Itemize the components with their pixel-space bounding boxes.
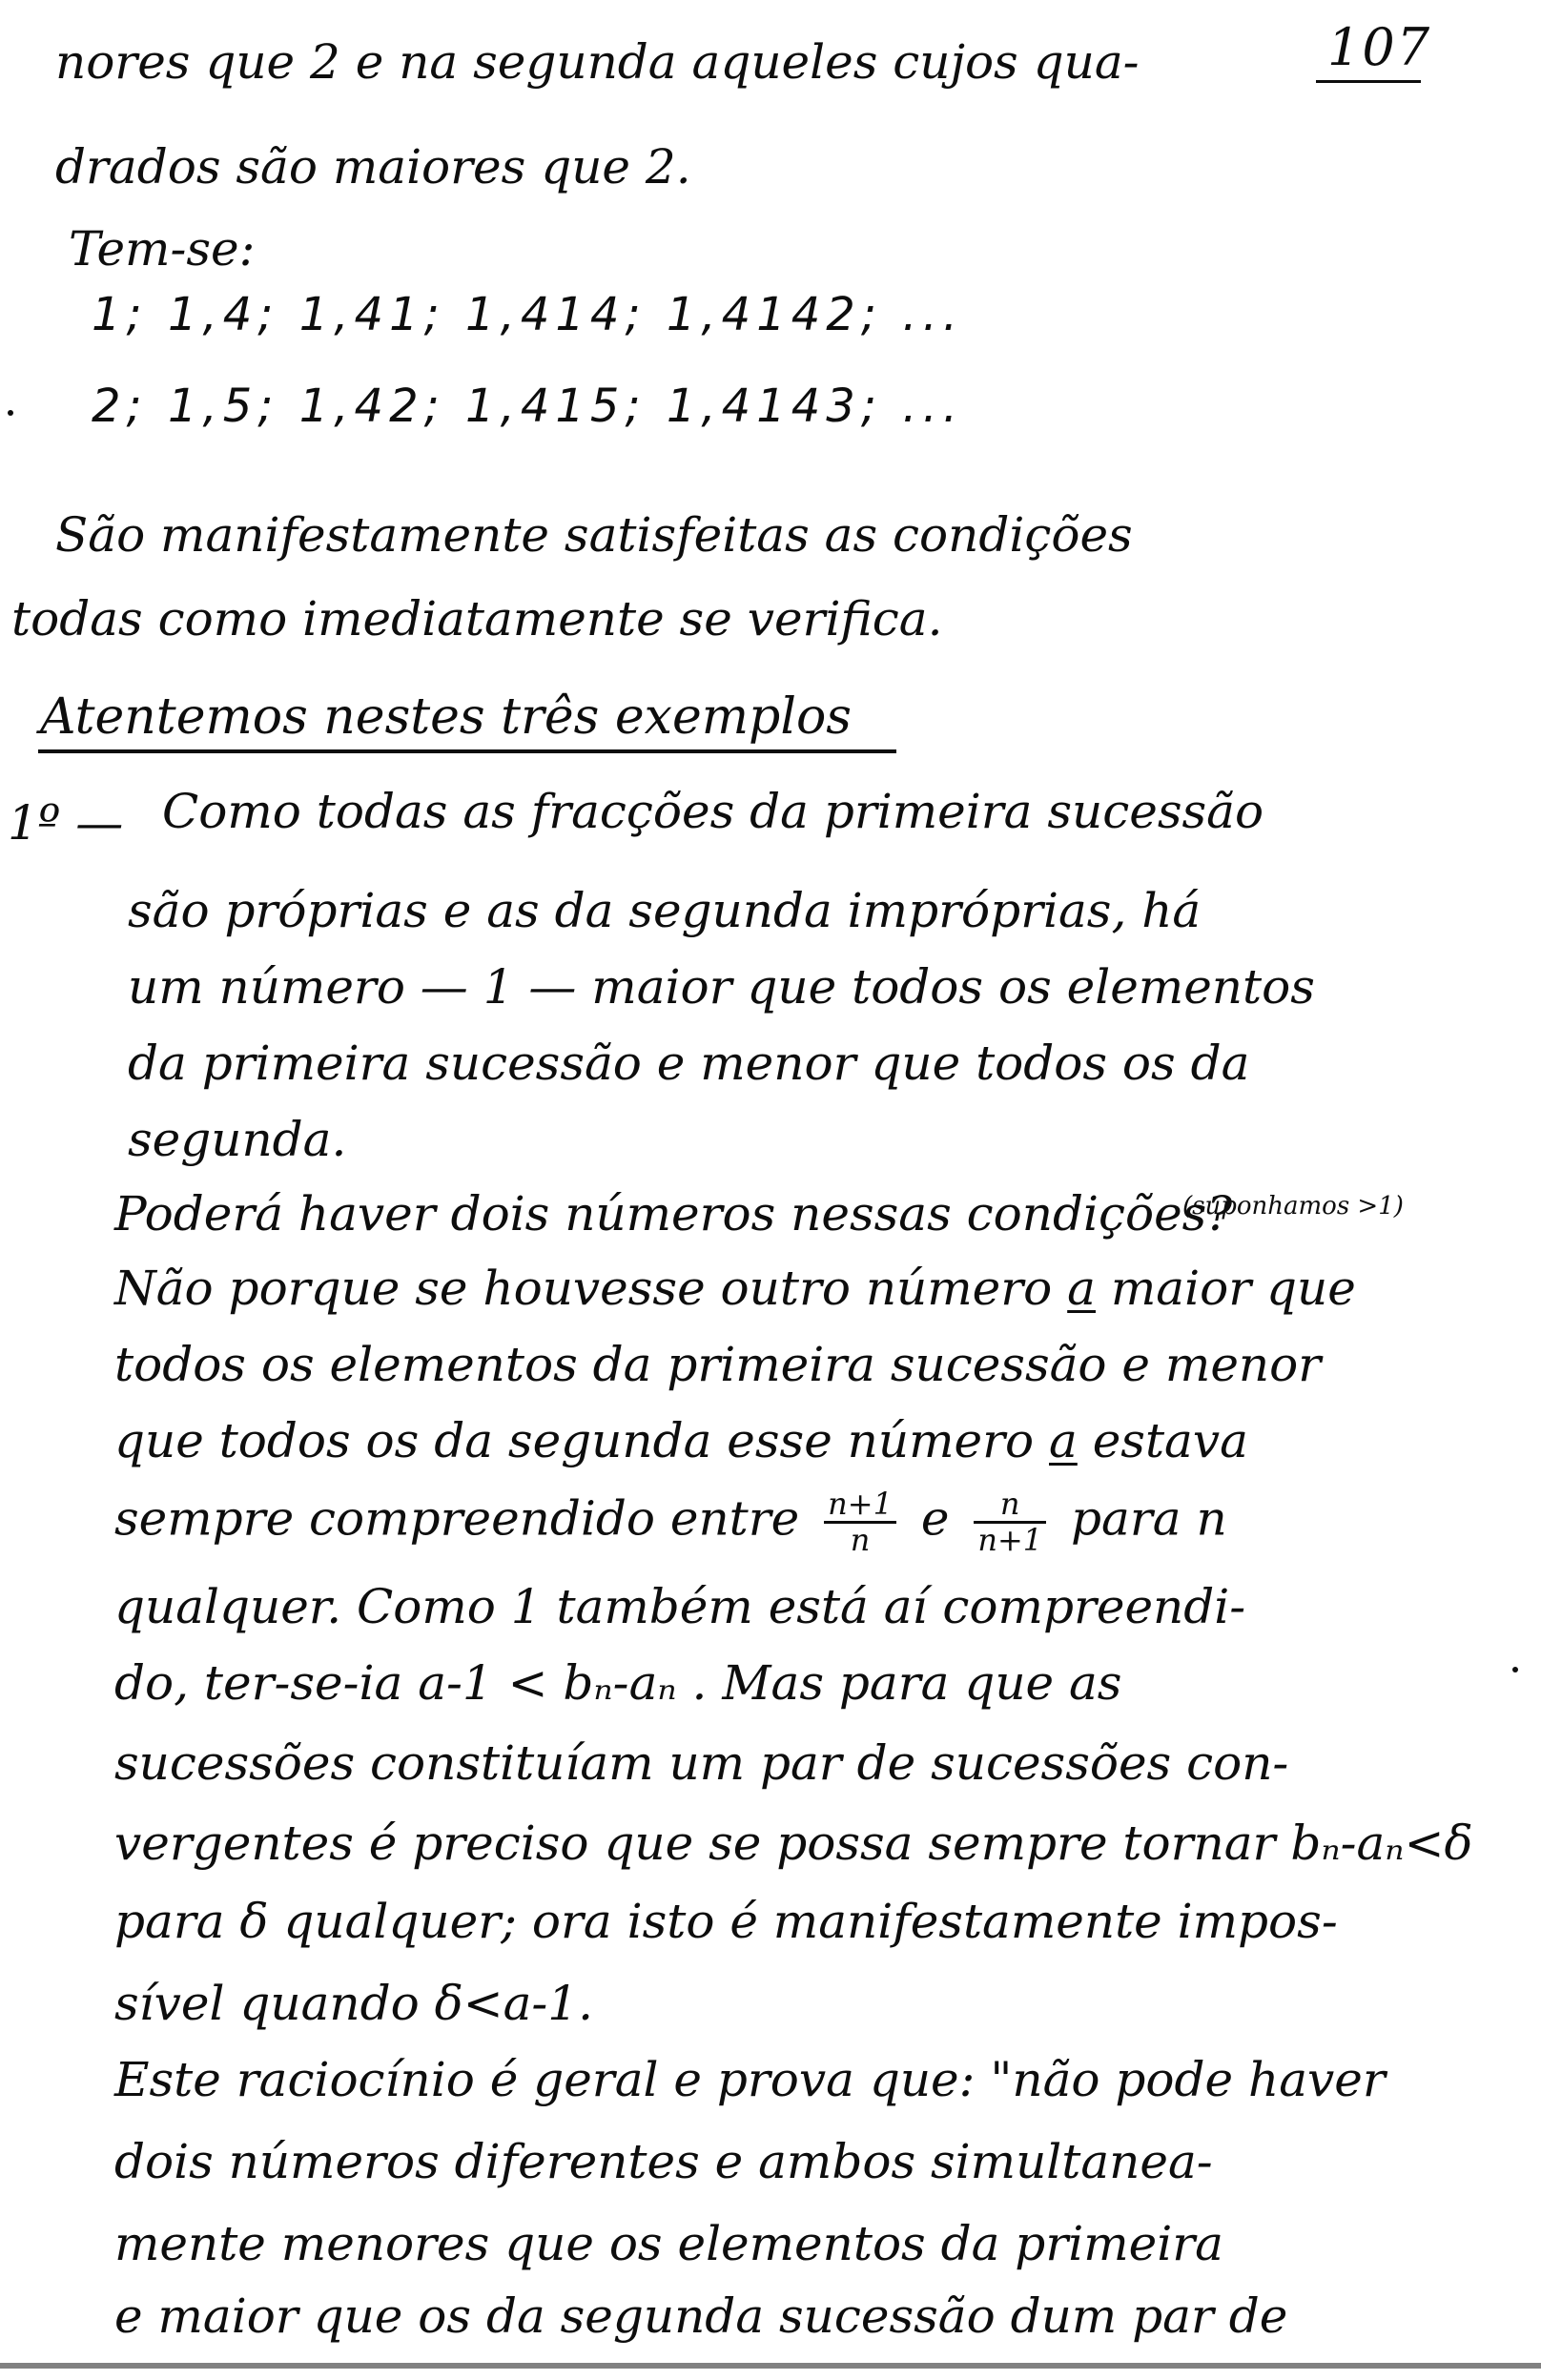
variable-a: a (1067, 1261, 1096, 1316)
variable-a: a (1049, 1413, 1078, 1468)
text-line-11: um número — 1 — maior que todos os elementos (128, 959, 1315, 1015)
margin-dot (1512, 1667, 1518, 1672)
page-number: 107 (1327, 17, 1432, 77)
line-18-end: para n (1071, 1490, 1227, 1547)
text-line-13: segunda. (128, 1112, 347, 1167)
fraction-n-over-n-plus-1 (974, 1488, 1046, 1557)
line-15-start: Não porque se houvesse outro número (114, 1261, 1053, 1316)
text-line-1: nores que 2 e na segunda aqueles cujos qua- (55, 34, 1140, 90)
text-line-20: do, ter-se-ia a-1 < bₙ-aₙ . Mas para que as (114, 1655, 1122, 1711)
fraction-numerator: n+1 (824, 1488, 896, 1524)
scan-bottom-edge (0, 2363, 1541, 2369)
text-line-17 (114, 1413, 1248, 1468)
line-17-end: estava (1092, 1413, 1248, 1468)
text-line-14: Poderá haver dois números nessas condições? (114, 1186, 1233, 1241)
text-line-19: qualquer. Como 1 também está aí compreendi- (114, 1579, 1246, 1634)
line-17-start: que todos os da segunda esse número (114, 1413, 1035, 1468)
text-line-7: todas como imediatamente se verifica. (11, 591, 943, 646)
line-15-end: maior que (1110, 1261, 1356, 1316)
text-line-2: drados são maiores que 2. (55, 139, 691, 195)
text-line-27: mente menores que os elementos da primeira (114, 2216, 1223, 2271)
page-number-underline (1316, 80, 1421, 83)
text-line-18 (114, 1488, 1227, 1557)
text-line-26: dois números diferentes e ambos simultanea- (114, 2134, 1213, 2189)
text-line-6: São manifestamente satisfeitas as condições (55, 507, 1133, 563)
text-line-23: para δ qualquer; ora isto é manifestamente impos- (114, 1894, 1338, 1949)
fraction-numerator: n (974, 1488, 1046, 1524)
text-line-28: e maior que os da segunda sucessão dum par de (114, 2288, 1288, 2344)
text-line-22: vergentes é preciso que se possa sempre tornar bₙ-aₙ<δ (114, 1816, 1473, 1871)
text-line-12: da primeira sucessão e menor que todos os da (128, 1036, 1250, 1091)
section-heading: Atentemos nestes três exemplos (40, 688, 852, 746)
conjunction-e: e (920, 1490, 950, 1547)
text-line-3: Tem-se: (69, 221, 256, 277)
margin-note: (suponhamos >1) (1182, 1192, 1404, 1221)
item-marker: 1º — (8, 795, 124, 851)
sequence-line-upper: 2; 1,5; 1,42; 1,415; 1,4143; ... (92, 380, 964, 433)
fraction-denominator: n (850, 1522, 871, 1559)
heading-underline (38, 749, 896, 753)
text-line-10: são próprias e as da segunda impróprias, há (128, 883, 1202, 938)
margin-dot (8, 410, 13, 416)
text-line-16: todos os elementos da primeira sucessão e menor (114, 1337, 1322, 1392)
line-18-start: sempre compreendido entre (114, 1490, 800, 1547)
sequence-line-lower: 1; 1,4; 1,41; 1,414; 1,4142; ... (92, 288, 964, 341)
text-line-9: Como todas as fracções da primeira sucessão (162, 784, 1264, 839)
fraction-denominator: n+1 (977, 1522, 1043, 1559)
text-line-21: sucessões constituíam um par de sucessões con- (114, 1735, 1289, 1791)
text-line-24: sível quando δ<a-1. (114, 1976, 594, 2031)
text-line-15 (114, 1261, 1356, 1316)
fraction-n-plus-1-over-n (824, 1488, 896, 1557)
text-line-25: Este raciocínio é geral e prova que: "não pode haver (114, 2052, 1386, 2107)
